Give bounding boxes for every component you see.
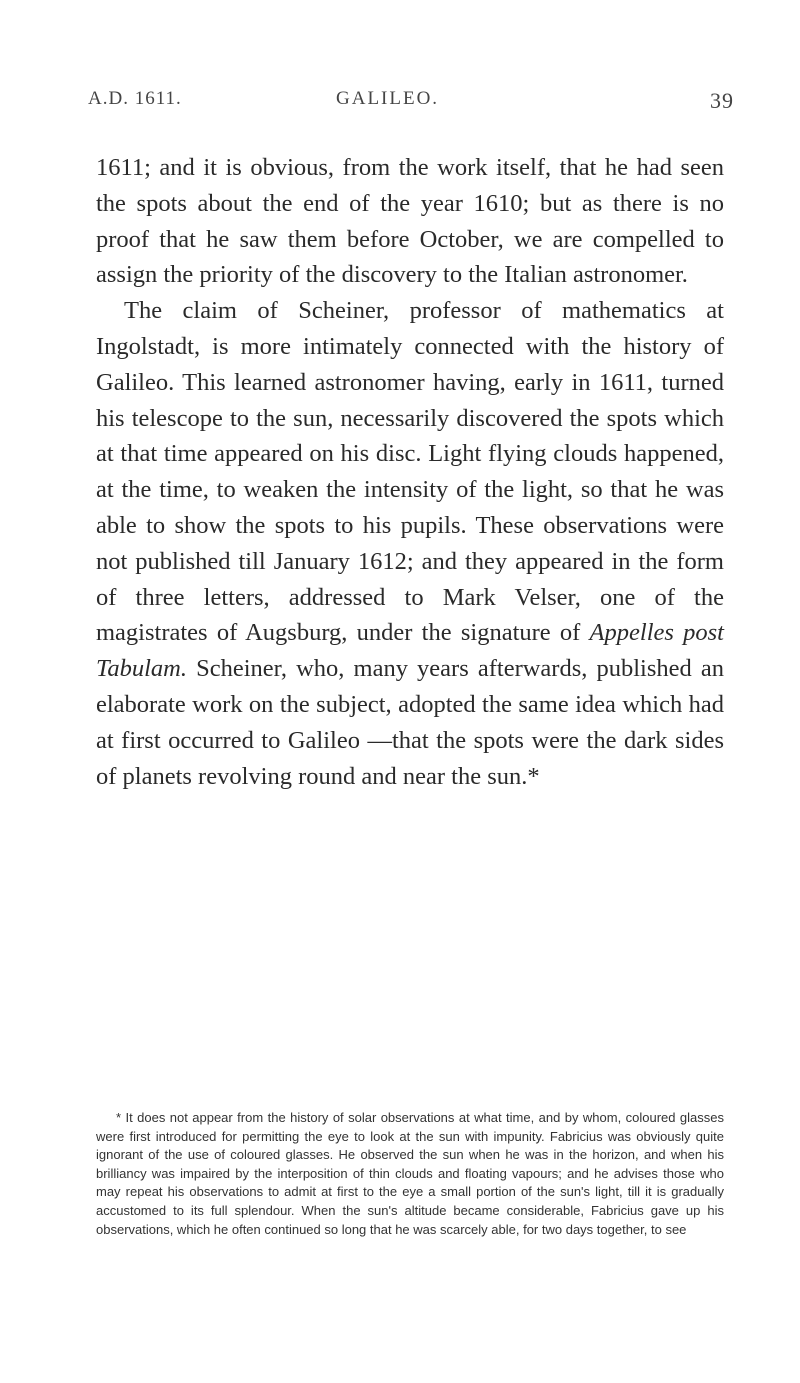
main-text	[96, 150, 724, 794]
paragraph-2-text-b: Scheiner, who, many years afterwards, published an elaborate work on the subject, adopted the same idea which had at first occurred to Galileo —that the spots were the dark sides of planets revolving round and near the sun.*	[96, 655, 724, 790]
paragraph-1: 1611; and it is obvious, from the work itself, that he had seen the spots about the end of the year 1610; but as there is no proof that he saw them before October, we are compelled to assign the priority of the discovery to the Italian astronomer.	[96, 154, 724, 289]
running-head-title: GALILEO.	[336, 88, 440, 109]
running-head-date: A.D. 1611.	[88, 88, 182, 109]
paragraph-2	[96, 293, 724, 794]
paragraph-2-text-a: The claim of Scheiner, professor of mathematics at Ingolstadt, is more intimately connected with the history of Galileo. This learned astronomer having, early in 1611, turned his telescope to the sun, necessarily discovered the spots which at that time appeared on his disc. Light flying clouds happened, at the time, to weaken the intensity of the light, so that he was able to show the spots to his pupils. These observations were not published till January 1612; and they appeared in the form of three letters, addressed to Mark Velser, one of the magistrates of Augsburg, under the signature of	[96, 297, 724, 647]
running-head	[88, 88, 734, 114]
footnote: * It does not appear from the history of solar observations at what time, and by whom, coloured glasses were first introduced for permitting the eye to look at the sun with impunity. Fabricius was obviously quite ignorant of the use of coloured glasses. He observed the sun when he was in the horizon, and when his brilliancy was impaired by the interposition of thin clouds and floating vapours; and he advises those who may repeat his observations to admit at first to the eye a small portion of the sun's light, till it is gradually accustomed to its full splendour. When the sun's altitude became considerable, Fabricius gave up his observations, which he often continued so long that he was scarcely able, for two days together, to see	[96, 1110, 724, 1237]
page-number: 39	[710, 88, 734, 113]
pseudonym-italic: Appelles post Tabulam.	[96, 619, 724, 683]
